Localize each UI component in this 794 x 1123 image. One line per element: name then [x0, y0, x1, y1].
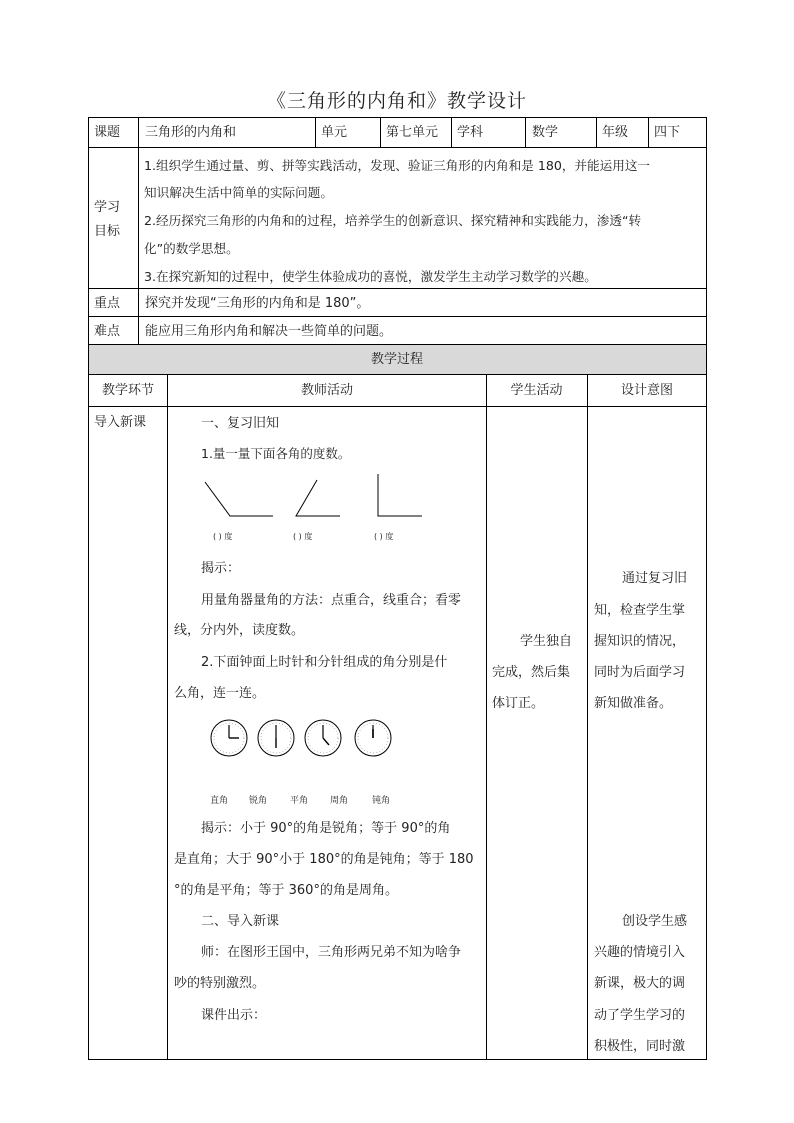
- question-2: 么角，连一连。: [174, 686, 266, 701]
- intent-line: 动了学生学习的: [594, 1008, 686, 1023]
- table-divider: [648, 117, 649, 147]
- stage-label: 导入新课: [94, 415, 147, 430]
- angle-name: 锐角: [249, 796, 268, 806]
- intent-line: 积极性，同时激: [594, 1039, 686, 1054]
- intent-line: 知，检查学生掌: [594, 603, 686, 618]
- student-line: 体订正。: [492, 696, 545, 711]
- clock-icon: [211, 720, 247, 756]
- objectives-label: 目标: [94, 224, 121, 239]
- label-unit: 单元: [321, 125, 348, 140]
- angle-name: 钝角: [372, 796, 391, 806]
- student-line: 学生独自: [520, 634, 573, 649]
- process-header: 教学过程: [370, 352, 423, 367]
- table-divider: [380, 117, 381, 147]
- label-subject: 学科: [457, 125, 484, 140]
- intent-line: 通过复习旧: [622, 571, 688, 586]
- courseware-label: 课件出示：: [201, 1008, 267, 1023]
- question-1: 1.量一量下面各角的度数。: [201, 446, 351, 461]
- objective-line: 1.组织学生通过量、剪、拼等实践活动，发现、验证三角形的内角和是 180，并能运用这一: [144, 158, 651, 173]
- column-header: 学生活动: [510, 383, 563, 398]
- table-divider: [596, 117, 597, 147]
- column-header: 设计意图: [620, 383, 673, 398]
- table-border: [88, 1059, 707, 1060]
- difficulty-text: 能应用三角形内角和解决一些简单的问题。: [145, 324, 393, 339]
- table-divider: [315, 117, 316, 147]
- objectives-label: 学习: [94, 200, 121, 215]
- table-border: [88, 117, 707, 118]
- table-divider: [587, 374, 588, 1060]
- intro-heading: 二、导入新课: [201, 914, 280, 929]
- table-divider: [451, 117, 452, 147]
- angle-caption: ( ) 度: [293, 532, 313, 541]
- reveal-line: °的角是平角；等于 360°的角是周角。: [174, 883, 398, 898]
- document-title: 《三角形的内角和》教学设计: [266, 90, 527, 112]
- student-line: 完成，然后集: [492, 665, 571, 680]
- angle-caption: ( ) 度: [374, 532, 394, 541]
- hint-line: 线，分内外，读度数。: [174, 623, 305, 638]
- intro-line: 师：在图形王国中，三角形两兄弟不知为啥争: [201, 945, 462, 960]
- angle-right: [378, 474, 422, 516]
- table-divider: [88, 147, 707, 148]
- clock-icon: [258, 720, 294, 756]
- table-divider: [138, 117, 139, 344]
- key-point-label: 重点: [94, 296, 121, 311]
- table-divider: [88, 288, 707, 289]
- objective-line: 3.在探究新知的过程中，使学生体验成功的喜悦，激发学生主动学习数学的兴趣。: [144, 269, 597, 284]
- clock-icon: [305, 720, 341, 756]
- objective-line: 知识解决生活中简单的实际问题。: [144, 185, 333, 200]
- column-header: 教学环节: [101, 383, 154, 398]
- table-divider: [88, 406, 707, 407]
- reveal-line: 揭示：小于 90°的角是锐角；等于 90°的角: [201, 821, 451, 836]
- review-heading: 一、复习旧知: [201, 416, 280, 431]
- topic-value: 三角形的内角和: [145, 125, 237, 140]
- intent-line: 新课，极大的调: [594, 976, 686, 991]
- key-point-text: 探究并发现“三角形的内角和是 180”。: [145, 296, 370, 311]
- label-topic: 课题: [94, 125, 121, 140]
- table-divider: [486, 374, 487, 1060]
- angle-name: 周角: [330, 796, 349, 806]
- intent-line: 握知识的情况，: [594, 634, 686, 649]
- angle-name: 平角: [290, 796, 309, 806]
- hint-label: 揭示：: [201, 561, 241, 576]
- unit-value: 第七单元: [386, 125, 439, 140]
- clock-faces: [205, 714, 405, 762]
- table-border: [88, 117, 89, 1060]
- intent-line: 创设学生感: [622, 914, 688, 929]
- subject-value: 数学: [532, 125, 559, 140]
- angle-caption: ( ) 度: [213, 532, 233, 541]
- table-divider: [88, 316, 707, 317]
- question-2: 2.下面钟面上时针和分针组成的角分别是什: [201, 655, 448, 670]
- angle-figures: [195, 470, 435, 520]
- clock-icon: [355, 720, 391, 756]
- hint-line: 用量角器量角的方法：点重合，线重合；看零: [201, 593, 462, 608]
- column-header: 教师活动: [300, 383, 353, 398]
- label-grade: 年级: [602, 125, 629, 140]
- table-divider: [525, 117, 526, 147]
- objective-line: 化”的数学思想。: [144, 241, 239, 256]
- difficulty-label: 难点: [94, 324, 121, 339]
- table-divider: [88, 374, 707, 375]
- intent-line: 同时为后面学习: [594, 665, 686, 680]
- angle-acute: [296, 480, 340, 516]
- table-border: [706, 117, 707, 1060]
- reveal-line: 是直角；大于 90°小于 180°的角是钝角；等于 180: [174, 852, 474, 867]
- intro-line: 吵的特别激烈。: [174, 976, 266, 991]
- table-divider: [167, 374, 168, 1060]
- intent-line: 兴趣的情境引入: [594, 945, 686, 960]
- grade-value: 四下: [654, 125, 681, 140]
- angle-name: 直角: [210, 796, 229, 806]
- objective-line: 2.经历探究三角形的内角和的过程，培养学生的创新意识、探究精神和实践能力，渗透“转: [144, 213, 642, 228]
- intent-line: 新知做准备。: [594, 696, 673, 711]
- angle-obtuse: [205, 482, 273, 516]
